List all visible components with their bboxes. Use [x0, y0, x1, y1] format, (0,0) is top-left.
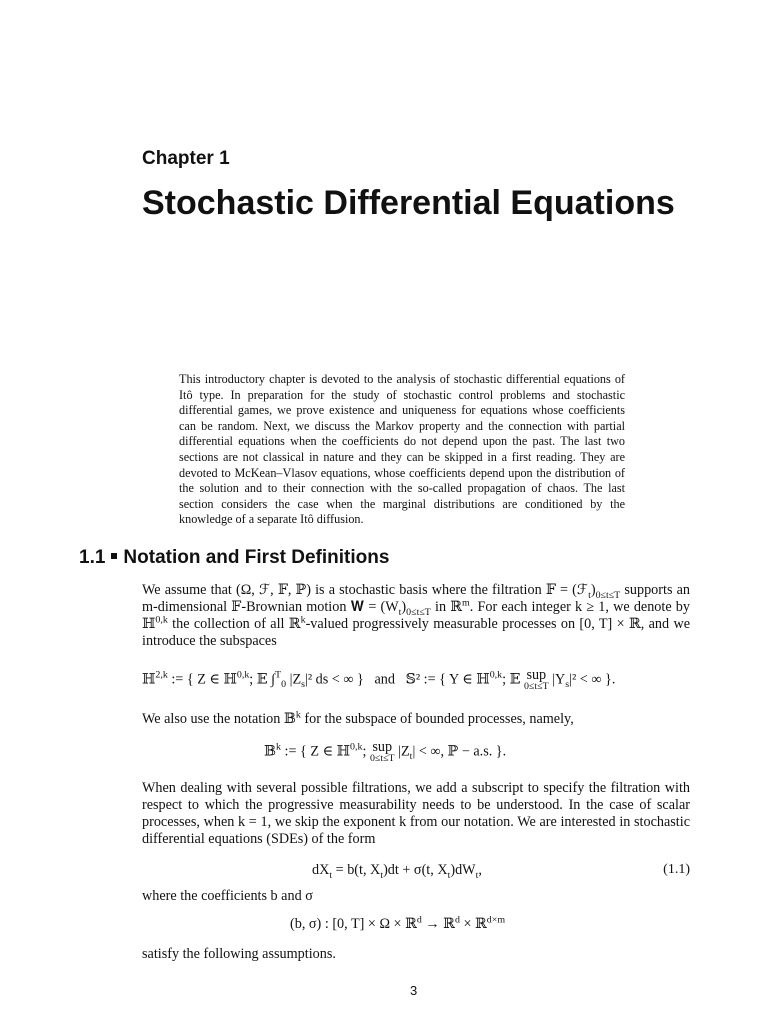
equation-H-and-S: ℍ$^{2,k}$ := { Z ∈ ℍ$^{0,k}$; 𝔼 ∫$^T_0$ $|Z_s|^2$ ds < ∞ } and 𝕊² := { Y ∈ ℍ$^{0,k}$; 𝔼 sup 0≤t≤T $|Y_s|^2$ < ∞ }.: [142, 667, 616, 693]
paragraph-assumptions: satisfy the following assumptions.: [142, 946, 336, 962]
paragraph-bounded: We also use the notation 𝔹$^k$ for the subspace of bounded processes, namely,: [142, 709, 574, 727]
equation-coefficients: (b, σ) : [0, T] × Ω × ℝ$^d$ → ℝ$^d$ × ℝ$^{d\times m}$: [290, 914, 506, 932]
equation-sde: $dX_t = b(t$, $X_t)dt + \sigma(t$, $X_t)dW_t$,: [312, 862, 482, 881]
chapter-label: Chapter 1: [142, 148, 230, 169]
paragraph-filtration: We assume that (Ω, ℱ, 𝔽, ℙ) is a stochastic basis where the filtration 𝔽 = $(ℱ_t)_{0\le t\le T}$ supports an m-dimensional 𝔽-Brownian motion 𝐖 = $(W_t)_{0\le t\le T}$ in ℝ$^m$. For each integer k ≥ 1, we denote by ℍ$^{0,k}$ the collection of all ℝ$^k$-valued progressively measurable processes on [0, T] × ℝ, and we introduce the subspaces: [142, 582, 690, 649]
chapter-title: Stochastic Differential Equations: [142, 184, 675, 222]
section-heading: [79, 547, 389, 569]
page-number: 3: [410, 983, 418, 998]
section-number: 1.1: [79, 547, 106, 568]
section-bullet-icon: [111, 553, 117, 559]
section-title: Notation and First Definitions: [123, 547, 390, 568]
chapter-abstract: This introductory chapter is devoted to the analysis of stochastic differential equations of Itô type. In preparation for the study of stochastic control problems and stochastic differential games, we prove existence and uniqueness for equations whose coefficients can be random. Next, we discuss the Markov property and the connection with partial differential equations when the coefficients do not depend upon the past. The last two sections are not classical in nature and they can be skipped in a first reading. They are devoted to McKean–Vlasov equations, whose coefficients depend upon the distribution of the solution and to their connection with the so-called propagation of chaos. The last section considers the case when the marginal distributions are conditioned by the knowledge of a separate Itô diffusion.: [179, 372, 625, 527]
paragraph-coefficients: where the coefficients b and σ: [142, 888, 313, 904]
equation-number: (1.1): [663, 862, 690, 877]
paragraph-filtrations: When dealing with several possible filtrations, we add a subscript to specify the filtration with respect to which the progressive measurability needs to be understood. In the case of scalar processes, when k = 1, we skip the exponent k from our notation. We are interested in stochastic differential equations (SDEs) of the form: [142, 780, 690, 847]
equation-B: 𝔹$^k$ := { Z ∈ ℍ$^{0,k}$; sup 0≤t≤T $|Z_t|$ < ∞, ℙ − a.s. }.: [264, 739, 507, 765]
